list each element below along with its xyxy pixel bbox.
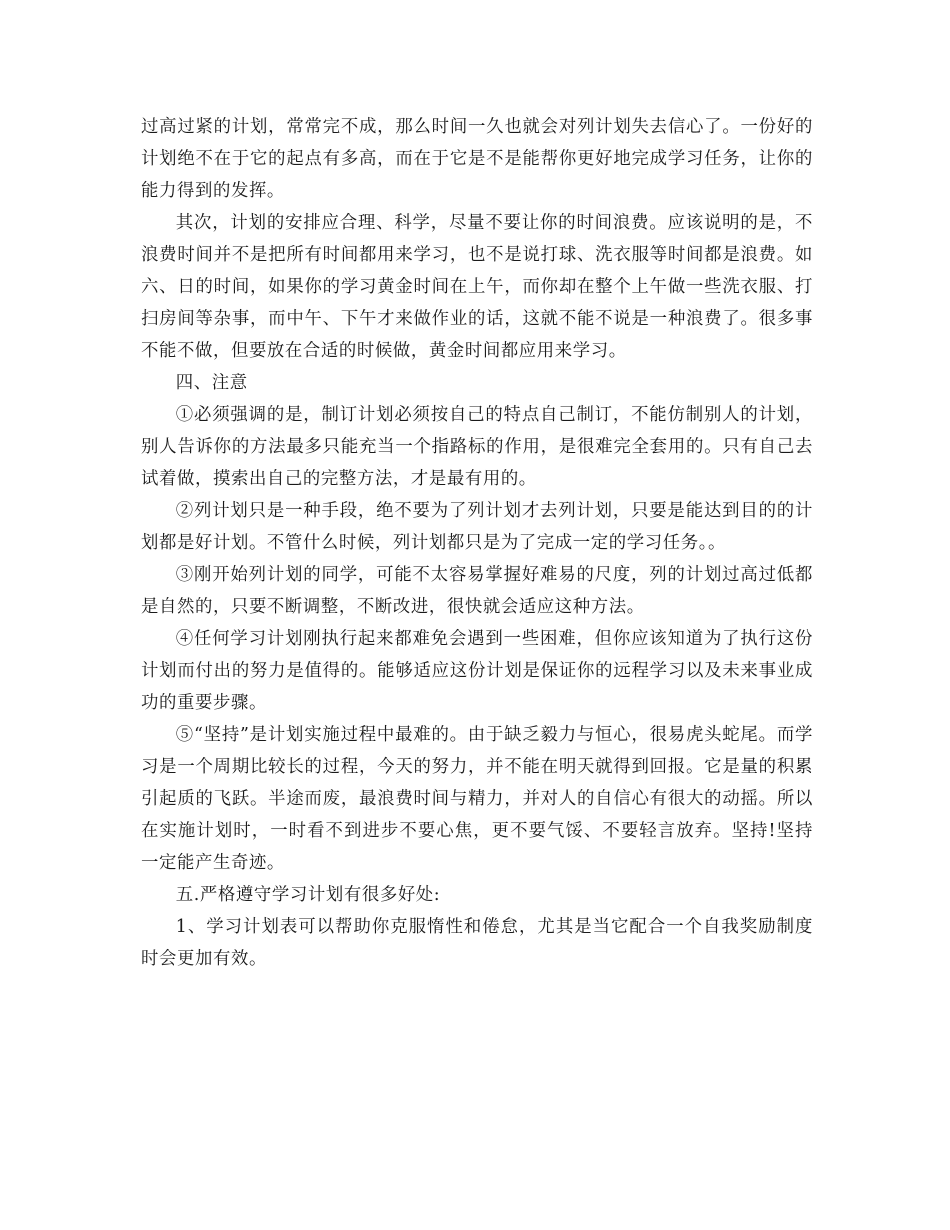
note-item-3: ③刚开始列计划的同学，可能不太容易掌握好难易的尺度，列的计划过高过低都是自然的，只要不断调整，不断改进，很快就会适应这种方法。 xyxy=(141,565,813,617)
section-heading-benefits: 五.严格遵守学习计划有很多好处: xyxy=(175,885,441,905)
document-page xyxy=(141,111,813,975)
note-item-4: ④任何学习计划刚执行起来都难免会遇到一些困难，但你应该知道为了执行这份计划而付出的努力是值得的。能够适应这份计划是保证你的远程学习以及未来事业成功的重要步骤。 xyxy=(141,629,813,713)
note-item-2: ②列计划只是一种手段，绝不要为了列计划才去列计划，只要是能达到目的的计划都是好计划。不管什么时候，列计划都只是为了完成一定的学习任务。。 xyxy=(141,501,813,553)
benefit-item-1: 1、学习计划表可以帮助你克服惰性和倦怠，尤其是当它配合一个自我奖励制度时会更加有效。 xyxy=(141,917,813,969)
paragraph-plan-confidence: 过高过紧的计划，常常完不成，那么时间一久也就会对列计划失去信心了。一份好的计划绝不在于它的起点有多高，而在于它是不是能帮你更好地完成学习任务，让你的能力得到的发挥。 xyxy=(141,117,813,201)
section-heading-notes: 四、注意 xyxy=(175,373,248,393)
note-item-1: ①必须强调的是，制订计划必须按自己的特点自己制订，不能仿制别人的计划，别人告诉你的方法最多只能充当一个指路标的作用，是很难完全套用的。只有自己去试着做，摸索出自己的完整方法，才是最有用的。 xyxy=(141,405,813,489)
note-item-5: ⑤“坚持”是计划实施过程中最难的。由于缺乏毅力与恒心，很易虎头蛇尾。而学习是一个周期比较长的过程，今天的努力，并不能在明天就得到回报。它是量的积累引起质的飞跃。半途而废，最浪费时间与精力，并对人的自信心有很大的动摇。所以在实施计划时，一时看不到进步不要心焦，更不要气馁、不要轻言放弃。坚持!坚持一定能产生奇迹。 xyxy=(141,725,813,873)
paragraph-plan-arrangement: 其次，计划的安排应合理、科学，尽量不要让你的时间浪费。应该说明的是，不浪费时间并不是把所有时间都用来学习，也不是说打球、洗衣服等时间都是浪费。如六、日的时间，如果你的学习黄金时间在上午，而你却在整个上午做一些洗衣服、打扫房间等杂事，而中午、下午才来做作业的话，这就不能不说是一种浪费了。很多事不能不做，但要放在合适的时候做，黄金时间都应用来学习。 xyxy=(141,213,813,361)
